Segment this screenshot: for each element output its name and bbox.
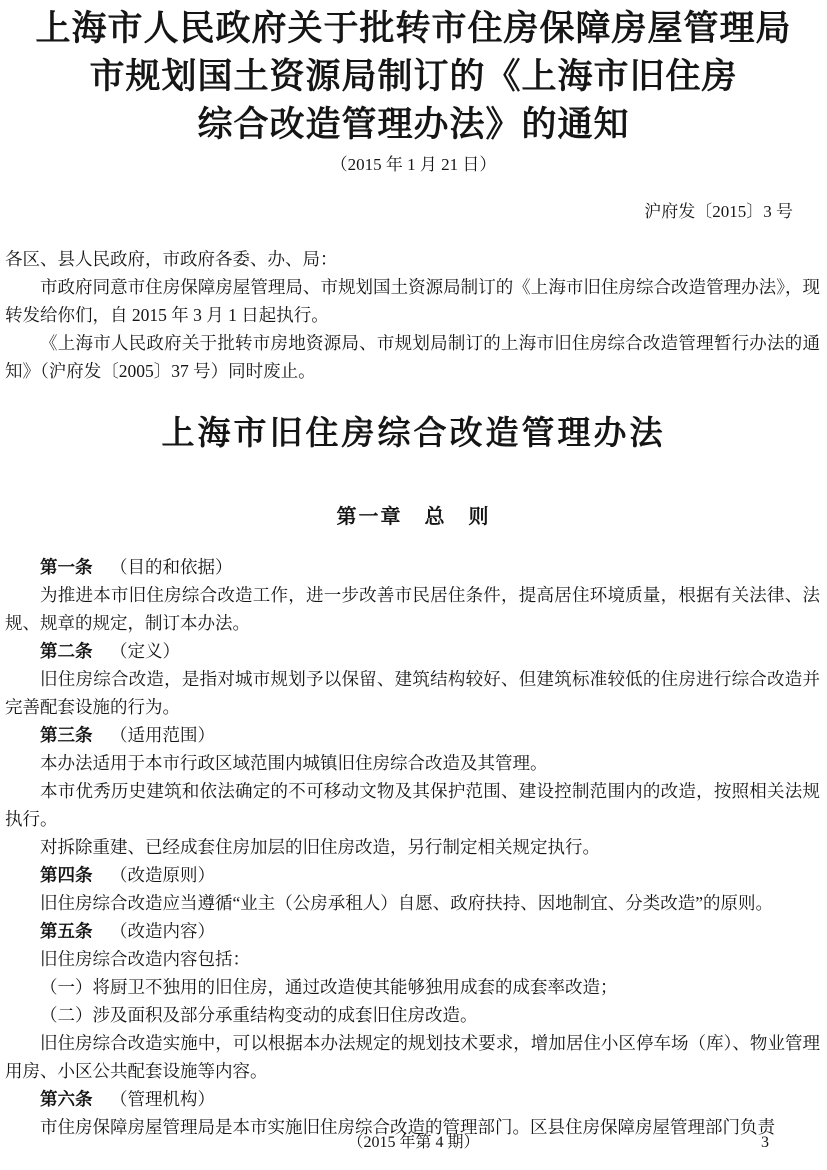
article-number: 第二条 <box>40 641 93 661</box>
footer-page-number: 3 <box>761 1134 769 1151</box>
article-paragraph: 市住房保障房屋管理局是本市实施旧住房综合改造的管理部门。区县住房保障房屋管理部门负责 <box>40 1117 775 1137</box>
article-heading <box>5 637 820 665</box>
article-paragraph: （二）涉及面积及部分承重结构变动的成套旧住房改造。 <box>40 1005 478 1025</box>
notice-title-line: 市规划国土资源局制订的《上海市旧住房 <box>89 57 738 96</box>
article-paragraph: （一）将厨卫不独用的旧住房，通过改造使其能够独用成套的成套率改造； <box>40 977 618 997</box>
article-number: 第五条 <box>40 921 93 941</box>
article-paragraph: 旧住房综合改造应当遵循“业主（公房承租人）自愿、政府扶持、因地制宜、分类改造”的原则。 <box>40 893 774 913</box>
article-number: 第三条 <box>40 725 93 745</box>
article-title: （管理机构） <box>110 1089 215 1109</box>
measure-body <box>5 553 820 1141</box>
article-title: （适用范围） <box>110 725 215 745</box>
notice-body <box>5 245 820 385</box>
notice-title <box>0 0 827 149</box>
article-paragraph: 旧住房综合改造，是指对城市规划予以保留、建筑结构较好、但建筑标准较低的住房进行综合改造并完善配套设施的行为。 <box>5 669 820 717</box>
article-heading <box>5 721 820 749</box>
article-heading <box>5 1085 820 1113</box>
notice-paragraph: 《上海市人民政府关于批转市房地资源局、市规划局制订的上海市旧住房综合改造管理暂行办法的通知》（沪府发〔2005〕37 号）同时废止。 <box>5 333 820 381</box>
article-paragraph: 为推进本市旧住房综合改造工作，进一步改善市民居住条件，提高居住环境质量，根据有关法律、法规、规章的规定，制订本办法。 <box>5 585 820 633</box>
article-number: 第四条 <box>40 865 93 885</box>
page-footer <box>0 1132 827 1158</box>
article-paragraph: 旧住房综合改造实施中，可以根据本办法规定的规划技术要求，增加居住小区停车场（库）、物业管理用房、小区公共配套设施等内容。 <box>5 1033 820 1081</box>
article-number: 第六条 <box>40 1089 93 1109</box>
article-paragraph: 对拆除重建、已经成套住房加层的旧住房改造，另行制定相关规定执行。 <box>40 837 600 857</box>
article-title: （目的和依据） <box>110 557 233 577</box>
salutation: 各区、县人民政府，市政府各委、办、局： <box>5 249 338 269</box>
article-heading <box>5 917 820 945</box>
article-heading <box>5 553 820 581</box>
article-title: （定义） <box>110 641 180 661</box>
notice-title-line: 上海市人民政府关于批转市住房保障房屋管理局 <box>35 9 792 48</box>
article-paragraph: 本市优秀历史建筑和依法确定的不可移动文物及其保护范围、建设控制范围内的改造，按照相关法规执行。 <box>5 781 820 829</box>
article-number: 第一条 <box>40 557 93 577</box>
chapter-heading: 第一章 总 则 <box>336 506 491 528</box>
notice-date: （2015 年 1 月 21 日） <box>330 155 497 174</box>
footer-issue-label: （2015 年第 4 期） <box>347 1134 480 1151</box>
measure-title: 上海市旧住房综合改造管理办法 <box>161 416 666 452</box>
article-heading <box>5 861 820 889</box>
article-paragraph: 本办法适用于本市行政区域范围内城镇旧住房综合改造及其管理。 <box>40 753 548 773</box>
notice-paragraph: 市政府同意市住房保障房屋管理局、市规划国土资源局制订的《上海市旧住房综合改造管理办法》，现转发给你们，自 2015 年 3 月 1 日起执行。 <box>5 277 820 325</box>
document-number: 沪府发〔2015〕3 号 <box>644 202 793 221</box>
notice-title-line: 综合改造管理办法》的通知 <box>197 105 630 144</box>
article-title: （改造原则） <box>110 865 215 885</box>
article-paragraph: 旧住房综合改造内容包括： <box>40 949 250 969</box>
article-title: （改造内容） <box>110 921 215 941</box>
